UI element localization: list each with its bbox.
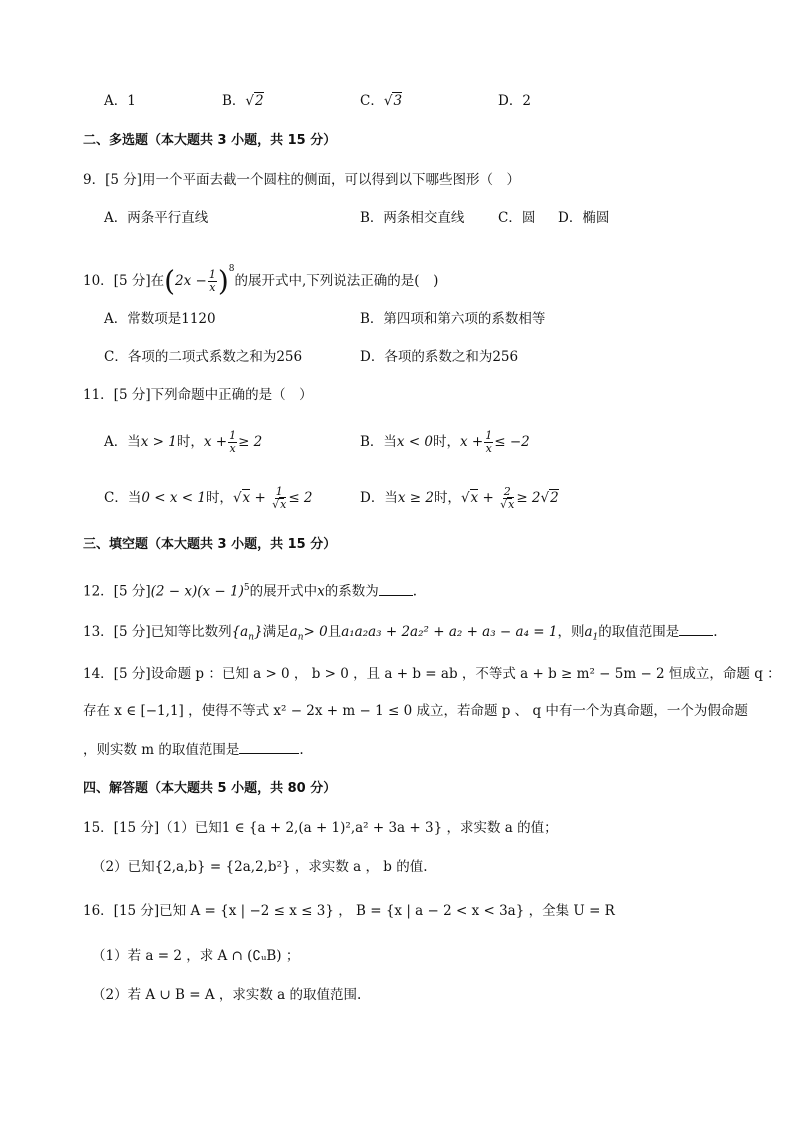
option-tail: ≥ 2 <box>516 490 541 506</box>
question-13-text: 且 <box>327 624 342 640</box>
fraction-numerator: 1 <box>229 429 237 442</box>
answer-blank[interactable] <box>239 741 299 754</box>
question-16-line-1: 16．[15 分]已知 A = {x | −2 ≤ x ≤ 3} ， B = {x | a − 2 < x < 3a} ，全集 U = R <box>83 903 615 919</box>
answer-blank[interactable] <box>679 623 713 636</box>
option-expr: x <box>470 490 479 506</box>
sequence-symbol: {a <box>231 624 249 640</box>
question-13-text: 满足 <box>262 624 290 640</box>
fraction-denominator: x <box>485 442 492 455</box>
question-10-power: 8 <box>228 264 235 274</box>
sqrt-symbol: √ <box>383 93 393 109</box>
fraction-denominator: √x <box>500 498 515 511</box>
question-10-option-d: D．各项的系数之和为256 <box>360 349 519 365</box>
option-c-label: C． <box>360 93 384 109</box>
sequence-subscript: n <box>248 632 255 643</box>
option-connector: 时， <box>433 434 461 450</box>
fraction-denominator-value: x <box>280 498 287 511</box>
question-11-stem: 11．[5 分]下列命题中正确的是（ ） <box>83 387 313 403</box>
question-14-text: ，则实数 m 的取值范围是 <box>83 742 240 758</box>
option-condition: x < 0 <box>396 434 434 450</box>
question-12-end: . <box>412 583 418 600</box>
plus-sign: + <box>250 490 271 506</box>
section-heading-fill-blank: 三、填空题（本大题共 3 小题，共 15 分） <box>83 537 337 552</box>
question-15-line-1: 15．[15 分]（1）已知1 ∈ {a + 2,(a + 1)²,a² + 3a + 3} ，求实数 a 的值； <box>83 820 558 836</box>
question-14-line-1: 14．[5 分]设命题 p ：已知 a > 0 ， b > 0 ，且 a + b = ab ，不等式 a + b ≥ m² − 5m − 2 恒成立，命题 q ： <box>83 666 781 682</box>
option-tail: ≤ −2 <box>494 434 530 450</box>
condition-tail: > 0 <box>303 624 328 640</box>
fraction-numerator: 1 <box>275 485 283 498</box>
option-label: A．当 <box>104 434 141 450</box>
a1-subscript: 1 <box>592 632 599 643</box>
question-10-expr: 2x − <box>175 273 207 289</box>
option-tail-sqrt: 2 <box>550 490 559 506</box>
question-10-fraction <box>208 269 217 294</box>
question-13 <box>83 622 718 648</box>
fraction-denominator: x <box>209 281 216 294</box>
condition-symbol: a <box>289 624 298 640</box>
option-label: C．当 <box>104 490 142 506</box>
option-condition: x > 1 <box>140 434 177 450</box>
answer-blank[interactable] <box>379 583 413 596</box>
condition-subscript: n <box>297 632 304 643</box>
question-14-line-3 <box>83 740 304 760</box>
question-10-suffix: 的展开式中,下列说法正确的是( ) <box>234 273 439 289</box>
option-fraction <box>228 430 237 455</box>
option-b-label: B． <box>222 93 246 109</box>
question-9-stem: 9．[5 分]用一个平面去截一个圆柱的侧面，可以得到以下哪些图形（ ） <box>83 172 521 188</box>
option-condition: 0 < x < 1 <box>141 490 206 506</box>
option-label: B．当 <box>360 434 397 450</box>
question-12-power: 5 <box>243 583 250 593</box>
question-13-text: 13．[5 分]已知等比数列 <box>83 624 232 640</box>
option-c <box>360 91 402 111</box>
paren-close: ) <box>217 264 229 298</box>
question-12-mid: 的展开式中 <box>249 583 318 600</box>
question-13-text: ，则 <box>557 624 585 640</box>
question-11-option-a <box>104 427 262 457</box>
a1-symbol: a <box>584 624 593 640</box>
option-fraction <box>499 486 515 511</box>
question-11-option-d <box>360 483 559 513</box>
question-13-end: . <box>713 624 718 640</box>
section-heading-solutions: 四、解答题（本大题共 5 小题，共 80 分） <box>83 781 337 796</box>
question-16-line-3: （2）若 A ∪ B = A ，求实数 a 的取值范围. <box>92 987 362 1003</box>
question-14-line-2: 存在 x ∈ [−1,1] ，使得不等式 x² − 2x + m − 1 ≤ 0 成立，若命题 p 、 q 中有一个为真命题，一个为假命题 <box>83 703 748 719</box>
fraction-numerator: 1 <box>208 268 216 281</box>
option-connector: 时， <box>205 490 233 506</box>
question-13-equation: a₁a₂a₃ + 2a₂² + a₂ + a₃ − a₄ = 1 <box>341 624 558 640</box>
sqrt-symbol: √ <box>460 490 470 506</box>
option-label: D．当 <box>360 490 398 506</box>
sequence-brace: } <box>254 624 263 640</box>
option-c-value: 3 <box>393 93 403 109</box>
question-9-option-a: A．两条平行直线 <box>104 210 209 226</box>
plus-sign: + <box>478 490 499 506</box>
question-11-option-c <box>104 483 313 513</box>
question-10-prefix: 10．[5 分]在 <box>83 273 165 289</box>
question-12-prefix: 12．[5 分] <box>83 583 151 600</box>
option-a: A．1 <box>104 93 136 109</box>
question-9-option-b: B．两条相交直线 <box>360 210 465 226</box>
fraction-denominator: x <box>229 442 236 455</box>
question-12-expr: (2 − x)(x − 1) <box>150 583 244 600</box>
fraction-denominator-value: x <box>508 498 515 511</box>
paren-open: ( <box>164 264 176 298</box>
question-10-stem <box>83 252 438 298</box>
question-12 <box>83 578 417 602</box>
question-10-option-c: C．各项的二项式系数之和为256 <box>104 349 303 365</box>
question-10-option-b: B．第四项和第六项的系数相等 <box>360 311 546 327</box>
option-b-value: 2 <box>255 93 264 109</box>
option-d: D．2 <box>498 93 531 109</box>
option-expr: x <box>242 490 251 506</box>
option-expr: x + <box>203 434 228 450</box>
question-11-option-b <box>360 427 530 457</box>
fraction-numerator: 1 <box>485 429 493 442</box>
question-9-option-d: D．椭圆 <box>558 210 610 226</box>
option-fraction <box>271 486 287 511</box>
option-expr: x + <box>460 434 484 450</box>
question-12-variable: x <box>317 583 325 600</box>
fraction-denominator: √x <box>272 498 287 511</box>
option-connector: 时， <box>433 490 461 506</box>
option-connector: 时， <box>176 434 204 450</box>
option-fraction <box>484 430 493 455</box>
sqrt-symbol: √ <box>232 490 242 506</box>
sqrt-symbol: √ <box>245 93 255 109</box>
question-10-option-a: A．常数项是1120 <box>104 311 216 327</box>
option-condition: x ≥ 2 <box>397 490 434 506</box>
option-b <box>222 91 264 111</box>
question-9-option-c: C．圆 <box>498 210 536 226</box>
question-14-end: . <box>299 742 304 758</box>
question-13-text: 的取值范围是 <box>598 624 680 640</box>
sqrt-symbol: √ <box>540 490 550 506</box>
question-15-line-2: （2）已知{2,a,b} = {2a,2,b²} ，求实数 a ， b 的值. <box>92 859 428 875</box>
question-16-line-2: （1）若 a = 2 ，求 A ∩ (∁ᵤB) ； <box>92 948 300 964</box>
question-12-post: 的系数为 <box>324 583 379 600</box>
section-heading-multi-choice: 二、多选题（本大题共 3 小题，共 15 分） <box>83 133 337 148</box>
option-tail: ≤ 2 <box>288 490 313 506</box>
option-tail: ≥ 2 <box>238 434 263 450</box>
fraction-numerator: 2 <box>503 485 511 498</box>
